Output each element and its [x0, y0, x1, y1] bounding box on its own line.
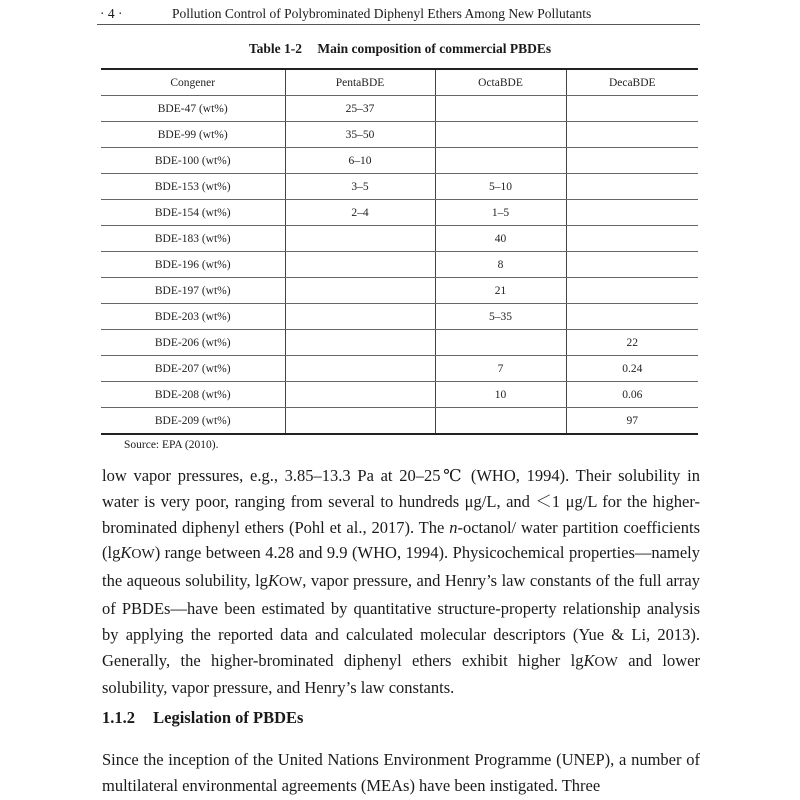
- value-cell: 97: [566, 408, 698, 435]
- column-header-pentabde: PentaBDE: [285, 69, 435, 96]
- value-cell: [285, 408, 435, 435]
- table-row: [101, 408, 698, 435]
- text-run: low vapor pressures, e.g., 3.85–13.3 Pa at 20–25℃ (WHO, 1994). Their solubility in water is very poor, ranging from several to hundreds μg/L, and ＜1 μg/L for the higher-brominated diphenyl ethers (Pohl et al., 2017). The: [102, 466, 700, 537]
- congener-cell: BDE-154 (wt%): [101, 200, 285, 226]
- value-cell: 22: [566, 330, 698, 356]
- value-cell: 0.24: [566, 356, 698, 382]
- value-cell: [566, 200, 698, 226]
- column-header-congener: Congener: [101, 69, 285, 96]
- table-row: [101, 96, 698, 122]
- value-cell: [285, 252, 435, 278]
- value-cell: 5–35: [435, 304, 566, 330]
- congener-cell: BDE-208 (wt%): [101, 382, 285, 408]
- table-row: [101, 226, 698, 252]
- table-row: [101, 330, 698, 356]
- value-cell: [566, 278, 698, 304]
- text-run: , vapor pressure, and Henry’s law constants of the full array of PBDEs—have been estimated by quantitative structure-property relationship analysis by applying the reported data and calculated molecular descriptors (Yue & Li, 2013). Generally, the higher-brominated diphenyl ethers exhibit higher lg: [102, 571, 700, 670]
- running-header: [97, 4, 700, 25]
- value-cell: [435, 408, 566, 435]
- value-cell: [285, 356, 435, 382]
- paragraph-legislation: Since the inception of the United Nations Environment Programme (UNEP), a number of multilateral environmental agreements (MEAs) have been instigated. Three: [102, 750, 700, 795]
- table-row: [101, 148, 698, 174]
- table-row: [101, 356, 698, 382]
- congener-cell: BDE-197 (wt%): [101, 278, 285, 304]
- table-row: [101, 304, 698, 330]
- value-cell: 0.06: [566, 382, 698, 408]
- value-cell: 1–5: [435, 200, 566, 226]
- value-cell: [566, 252, 698, 278]
- italic-k: K: [583, 650, 595, 670]
- value-cell: [285, 304, 435, 330]
- congener-cell: BDE-99 (wt%): [101, 122, 285, 148]
- italic-k: K: [267, 571, 279, 591]
- value-cell: [566, 122, 698, 148]
- value-cell: 2–4: [285, 200, 435, 226]
- value-cell: [435, 148, 566, 174]
- congener-cell: BDE-47 (wt%): [101, 96, 285, 122]
- value-cell: [285, 226, 435, 252]
- value-cell: 40: [435, 226, 566, 252]
- text-run: -octanol/ water partition coefficients (lg: [102, 517, 700, 563]
- column-header-decabde: DecaBDE: [566, 69, 698, 96]
- table-row: [101, 122, 698, 148]
- section-heading: [102, 707, 303, 729]
- value-cell: [435, 330, 566, 356]
- value-cell: [285, 330, 435, 356]
- subscript-ow: OW: [278, 575, 303, 591]
- value-cell: 10: [435, 382, 566, 408]
- value-cell: [566, 96, 698, 122]
- value-cell: [435, 122, 566, 148]
- value-cell: 8: [435, 252, 566, 278]
- value-cell: 5–10: [435, 174, 566, 200]
- section-number: 1.1.2: [102, 708, 135, 727]
- table-header-row: [101, 69, 698, 96]
- value-cell: [566, 226, 698, 252]
- subscript-ow: OW: [594, 654, 618, 670]
- table-row: [101, 200, 698, 226]
- value-cell: 6–10: [285, 148, 435, 174]
- subscript-ow: OW: [131, 547, 155, 563]
- congener-cell: BDE-183 (wt%): [101, 226, 285, 252]
- value-cell: [566, 148, 698, 174]
- table-caption-text: Main composition of commercial PBDEs: [317, 41, 552, 56]
- running-title: Pollution Control of Polybrominated Diphenyl Ethers Among New Pollutants: [172, 6, 592, 21]
- value-cell: [566, 304, 698, 330]
- column-header-octabde: OctaBDE: [435, 69, 566, 96]
- congener-cell: BDE-203 (wt%): [101, 304, 285, 330]
- congener-cell: BDE-207 (wt%): [101, 356, 285, 382]
- paragraph-physicochemical: [102, 463, 700, 701]
- value-cell: 21: [435, 278, 566, 304]
- text-run: ) range between 4.28 and 9.9 (WHO, 1994). Physicochemical properties—namely the aqueous solubility, lg: [102, 543, 700, 591]
- table-row: [101, 382, 698, 408]
- table-row: [101, 174, 698, 200]
- value-cell: 7: [435, 356, 566, 382]
- value-cell: 3–5: [285, 174, 435, 200]
- congener-cell: BDE-153 (wt%): [101, 174, 285, 200]
- value-cell: [285, 278, 435, 304]
- table-caption: [0, 40, 800, 58]
- section-title: Legislation of PBDEs: [153, 708, 304, 727]
- table-number: Table 1-2: [248, 41, 303, 56]
- pbde-composition-table: [101, 68, 698, 435]
- page-number: · 4 ·: [100, 6, 123, 21]
- value-cell: 25–37: [285, 96, 435, 122]
- italic-k: K: [120, 543, 132, 563]
- congener-cell: BDE-206 (wt%): [101, 330, 285, 356]
- table-row: [101, 278, 698, 304]
- table-row: [101, 252, 698, 278]
- congener-cell: BDE-100 (wt%): [101, 148, 285, 174]
- congener-cell: BDE-209 (wt%): [101, 408, 285, 435]
- italic-n: n: [449, 517, 458, 537]
- value-cell: [285, 382, 435, 408]
- value-cell: [435, 96, 566, 122]
- table-source-note: Source: EPA (2010).: [124, 439, 219, 451]
- congener-cell: BDE-196 (wt%): [101, 252, 285, 278]
- value-cell: [566, 174, 698, 200]
- value-cell: 35–50: [285, 122, 435, 148]
- text-run: and lower solubility, vapor pressure, and Henry’s law constants.: [102, 650, 700, 698]
